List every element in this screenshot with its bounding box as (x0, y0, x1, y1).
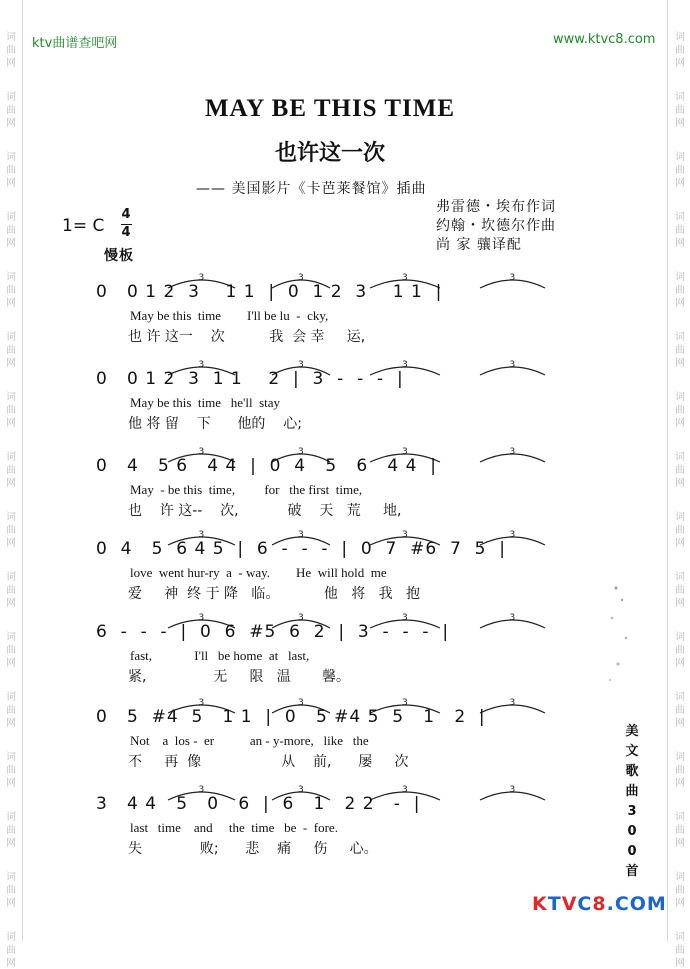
site-url-right[interactable]: www.ktvc8.com (553, 32, 656, 47)
lyrics-english: May be this time he'll stay (130, 395, 281, 410)
edge-watermark-char: 词 (6, 92, 16, 103)
svg-text:3: 3 (298, 698, 304, 708)
edge-watermark-char: 网 (675, 898, 685, 909)
lyrics-chinese: 爱 神 终 于 降 临。 他 将 我 抱 (128, 586, 420, 602)
song-title-en: MAY BE THIS TIME (204, 95, 456, 122)
edge-watermark-char: 网 (675, 118, 685, 129)
svg-text:3: 3 (402, 698, 408, 708)
lyrics-english: May be this time I'll be lu - cky, (130, 308, 329, 323)
edge-watermark-char: 词 (675, 572, 685, 583)
score-system (0, 442, 690, 537)
svg-text:3: 3 (298, 273, 304, 283)
edge-watermark-char: 网 (675, 598, 685, 609)
edge-watermark-char: 网 (675, 958, 685, 969)
edge-watermark-char: 词 (6, 152, 16, 163)
edge-watermark-char: 词 (675, 512, 685, 523)
edge-watermark-char: 词 (675, 212, 685, 223)
edge-watermark-char: 词 (675, 632, 685, 643)
edge-watermark-char: 词 (6, 272, 16, 283)
edge-watermark-char: 曲 (675, 585, 685, 596)
edge-watermark-char: 网 (6, 178, 16, 189)
edge-watermark-char: 曲 (6, 645, 16, 656)
lyrics-english: love went hur-ry a - way. He will hold me (130, 565, 387, 580)
lyrics-english: fast, I'll be home at last, (130, 648, 310, 663)
edge-watermark-char: 词 (6, 692, 16, 703)
edge-watermark-char: 词 (6, 212, 16, 223)
edge-watermark-char: 曲 (6, 825, 16, 836)
edge-watermark-char: 曲 (675, 645, 685, 656)
edge-watermark-char: 曲 (6, 885, 16, 896)
svg-text:3: 3 (402, 273, 408, 283)
svg-text:3: 3 (198, 360, 205, 370)
edge-watermark-char: 网 (6, 658, 16, 669)
edge-watermark-char: 词 (6, 812, 16, 823)
note-line: 0 4 5 6 4 4 | 0 4 5 6 4 4 | (96, 456, 437, 476)
svg-text:3: 3 (509, 530, 516, 540)
lyrics-chinese: 紧, 无 限 温 馨。 (128, 669, 350, 685)
lyrics-chinese: 也 许 这一 次 我 会 幸 运, (128, 329, 366, 345)
sidebar-char: 0 (627, 824, 637, 839)
lyrics-english: Not a los - er an - y-more, like the (130, 733, 369, 748)
edge-watermark-char: 曲 (675, 525, 685, 536)
edge-watermark-char: 词 (675, 392, 685, 403)
edge-watermark-char: 网 (6, 538, 16, 549)
edge-watermark-char: 网 (6, 958, 16, 969)
edge-watermark-char: 词 (675, 752, 685, 763)
key-signature: 1= C (62, 216, 105, 236)
song-subtitle: —— 美国影片《卡芭莱餐馆》插曲 (196, 181, 427, 197)
edge-watermark-char: 网 (675, 178, 685, 189)
edge-watermark-char: 网 (675, 838, 685, 849)
svg-text:3: 3 (402, 785, 408, 795)
edge-watermark-char: 词 (6, 932, 16, 943)
sidebar-collection-label (622, 722, 642, 882)
edge-watermark-char: 词 (6, 512, 16, 523)
svg-text:3: 3 (298, 613, 304, 623)
sidebar-char: 曲 (625, 784, 639, 799)
edge-watermark-char: 词 (6, 392, 16, 403)
svg-text:3: 3 (298, 530, 304, 540)
note-line: 3 4 4 5 0 6 | 6 1 2 2 - | (96, 794, 421, 814)
edge-watermark-char: 曲 (6, 705, 16, 716)
note-line: 0 5 #4 5 1 1 | 0 5 #4 5 5 1 2 | (96, 707, 486, 727)
edge-watermark-char: 曲 (675, 225, 685, 236)
lyrics-english: last time and the time be - fore. (130, 820, 338, 835)
edge-watermark-char: 曲 (6, 225, 16, 236)
edge-watermark-char: 网 (6, 898, 16, 909)
edge-watermark-char: 曲 (675, 765, 685, 776)
edge-watermark-char: 词 (675, 932, 685, 943)
note-line: 0 0 1 2 3 1 1 | 0 1 2 3 1 1 | (96, 282, 443, 302)
svg-text:3: 3 (509, 613, 516, 623)
svg-text:3: 3 (402, 447, 408, 457)
svg-text:3: 3 (298, 360, 304, 370)
svg-text:3: 3 (298, 785, 304, 795)
site-name-left[interactable]: ktv曲谱查吧网 (32, 36, 118, 51)
edge-watermark-char: 曲 (675, 465, 685, 476)
tempo-marking: 慢板 (104, 248, 134, 264)
time-signature-bottom: 4 (121, 225, 131, 240)
edge-watermark-char: 网 (675, 358, 685, 369)
svg-text:3: 3 (509, 273, 516, 283)
edge-watermark-char: 曲 (6, 585, 16, 596)
edge-watermark-char: 网 (675, 298, 685, 309)
credit-translator: 尚 家 骧译配 (436, 237, 522, 253)
svg-text:3: 3 (198, 613, 205, 623)
edge-watermark-char: 曲 (6, 525, 16, 536)
edge-watermark-char: 词 (675, 272, 685, 283)
svg-text:3: 3 (198, 273, 205, 283)
score-system (0, 608, 690, 703)
edge-watermark-char: 网 (675, 658, 685, 669)
lyrics-chinese: 失 败; 悲 痛 伤 心。 (128, 841, 378, 857)
edge-watermark-char: 词 (6, 572, 16, 583)
edge-watermark-char: 曲 (675, 345, 685, 356)
edge-watermark-char: 曲 (6, 345, 16, 356)
edge-watermark-char: 词 (675, 152, 685, 163)
sidebar-char: 歌 (625, 764, 639, 779)
edge-watermark-char: 曲 (675, 885, 685, 896)
edge-watermark-char: 曲 (675, 165, 685, 176)
edge-watermark-char: 曲 (6, 285, 16, 296)
svg-text:3: 3 (198, 698, 205, 708)
score-system (0, 780, 690, 875)
edge-watermark-char: 词 (6, 752, 16, 763)
note-line: 0 0 1 2 3 1 1 2 | 3 - - - | (96, 369, 404, 389)
edge-watermark-char: 词 (6, 32, 16, 43)
svg-text:3: 3 (509, 360, 516, 370)
edge-watermark-char: 网 (675, 538, 685, 549)
lyrics-english: May - be this time, for the first time, (130, 482, 363, 497)
edge-watermark-char: 网 (6, 58, 16, 69)
edge-watermark-char: 网 (6, 418, 16, 429)
edge-watermark-char: 曲 (675, 945, 685, 956)
edge-watermark-char: 词 (6, 872, 16, 883)
edge-watermark-char: 曲 (6, 105, 16, 116)
footer-logo: KTVC8.COM (532, 893, 667, 915)
svg-text:3: 3 (402, 613, 408, 623)
edge-watermark-char: 网 (6, 598, 16, 609)
credit-composer: 约翰・坎德尔作曲 (436, 218, 556, 234)
edge-watermark-char: 词 (675, 812, 685, 823)
score-system (0, 355, 690, 450)
edge-watermark-char: 网 (675, 478, 685, 489)
svg-text:3: 3 (402, 360, 408, 370)
sidebar-char: 首 (625, 864, 639, 879)
time-signature-top: 4 (121, 207, 131, 222)
edge-watermark-char: 网 (6, 118, 16, 129)
edge-watermark-char: 曲 (675, 705, 685, 716)
edge-watermark-char: 网 (6, 358, 16, 369)
score-system (0, 693, 690, 788)
edge-watermark-char: 词 (6, 452, 16, 463)
scan-artifact (598, 568, 638, 698)
edge-watermark-char: 网 (6, 298, 16, 309)
svg-text:3: 3 (509, 447, 516, 457)
svg-text:3: 3 (198, 447, 205, 457)
edge-watermark-char: 词 (6, 332, 16, 343)
edge-watermark-char: 曲 (675, 45, 685, 56)
edge-watermark-char: 曲 (6, 765, 16, 776)
edge-watermark-char: 词 (675, 332, 685, 343)
edge-watermark-char: 曲 (675, 825, 685, 836)
edge-watermark-char: 词 (675, 32, 685, 43)
edge-watermark-char: 网 (675, 58, 685, 69)
edge-watermark-char: 网 (6, 718, 16, 729)
edge-watermark-char: 曲 (6, 465, 16, 476)
edge-watermark-char: 词 (675, 692, 685, 703)
edge-watermark-char: 词 (675, 92, 685, 103)
edge-watermark-char: 网 (6, 478, 16, 489)
lyrics-chinese: 不 再 像 从 前, 屡 次 (128, 754, 409, 770)
sidebar-char: 美 (625, 724, 639, 739)
score-system (0, 268, 690, 363)
svg-text:3: 3 (509, 785, 516, 795)
lyrics-chinese: 也 许 这-- 次, 破 天 荒 地, (128, 503, 402, 519)
edge-watermark-char: 网 (675, 238, 685, 249)
note-line: 6 - - - | 0 6 #5 6 2 | 3 - - - | (96, 622, 450, 642)
edge-watermark-char: 网 (675, 778, 685, 789)
edge-watermark-char: 词 (675, 872, 685, 883)
svg-text:3: 3 (198, 530, 205, 540)
edge-watermark-char: 网 (6, 238, 16, 249)
lyrics-chinese: 他 将 留 下 他的 心; (128, 416, 302, 432)
edge-watermark-char: 曲 (675, 285, 685, 296)
score-system (0, 525, 690, 620)
song-title-zh: 也许这一次 (274, 141, 385, 166)
note-line: 0 4 5 6 4 5 | 6 - - - | 0 7 #6 7 5 | (96, 539, 506, 559)
edge-watermark-char: 曲 (6, 165, 16, 176)
edge-watermark-char: 网 (675, 418, 685, 429)
edge-watermark-char: 曲 (675, 105, 685, 116)
svg-text:3: 3 (298, 447, 304, 457)
edge-watermark-char: 词 (675, 452, 685, 463)
sidebar-char: 3 (627, 804, 637, 819)
edge-watermark-char: 曲 (675, 405, 685, 416)
svg-text:3: 3 (198, 785, 205, 795)
svg-text:3: 3 (509, 698, 516, 708)
sidebar-char: 0 (627, 844, 637, 859)
edge-watermark-char: 网 (6, 838, 16, 849)
edge-watermark-char: 曲 (6, 405, 16, 416)
credit-lyricist: 弗雷德・埃布作词 (436, 199, 556, 215)
edge-watermark-char: 曲 (6, 45, 16, 56)
sidebar-char: 文 (625, 744, 639, 759)
edge-watermark-char: 词 (6, 632, 16, 643)
edge-watermark-char: 曲 (6, 945, 16, 956)
svg-text:3: 3 (402, 530, 408, 540)
edge-watermark-char: 网 (6, 778, 16, 789)
edge-watermark-char: 网 (675, 718, 685, 729)
